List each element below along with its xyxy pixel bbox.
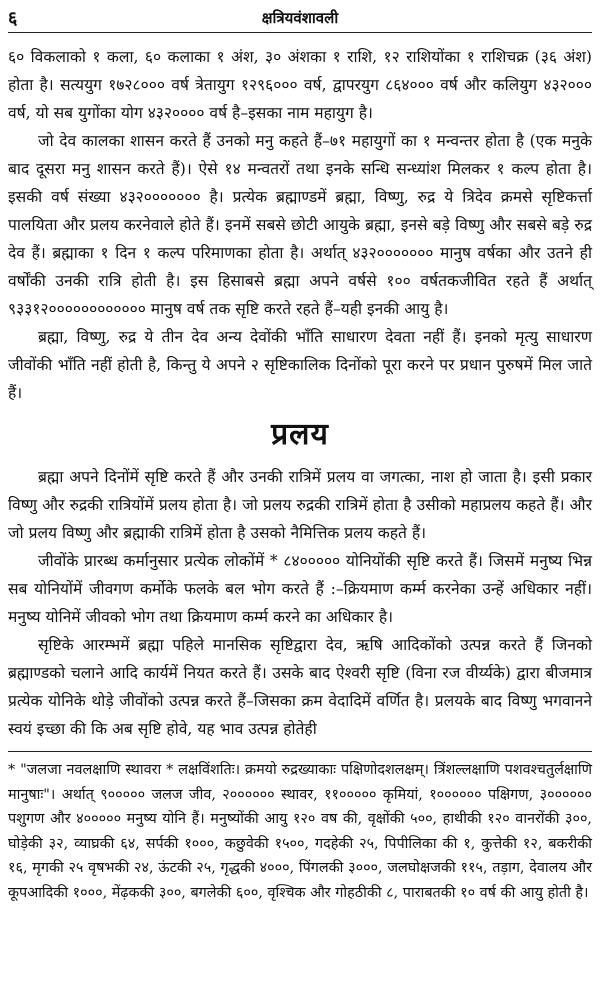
body-text	[8, 43, 592, 743]
book-title: क्षत्रियवंशावली	[261, 9, 339, 27]
paragraph-time-units: ६० विकलाको १ कला, ६० कलाका १ अंश, ३० अंशका १ राशि, १२ राशियोंका १ राशिचक्र (३६ अंश) होता है। सत्ययुग १७२८००० वर्ष त्रेतायुग १२९६००० वर्ष, द्वापरयुग ८६४००० वर्ष और कलियुग ४३२००० वर्ष, यो सब युगोंका योग ४३२०००० वर्ष है–इसका नाम महायुग है।	[8, 48, 592, 122]
page-number: ६	[8, 8, 18, 29]
section-heading-pralaya: प्रलय	[271, 417, 329, 452]
paragraph-yonis: जीवोंके प्रारब्ध कर्मानुसार प्रत्येक लोकोंमें * ८४००००० योनियोंकी सृष्टि करते हैं। जिसमें मनुष्य भिन्न सब योनियोंमें जीवगण कर्मोके फलके बल भोग करते हैं :–क्रियमाण कर्म्म करनेका उन्हें अधिकार नहीं। मनुष्य योनिमें जीवको भोग तथा क्रियमाण कर्म्म करने का अधिकार है।	[8, 552, 592, 626]
paragraph-creation: सृष्टिके आरम्भमें ब्रह्मा पहिले मानसिक सृष्टिद्वारा देव, ऋषि आदिकोंको उत्पन्न करते हैं जिनको ब्रह्माण्डको चलाने आदि कार्यमें नियत करते हैं। उसके बाद ऐश्वरी सृष्टि (विना रज वीर्य्यके) द्वारा बीजमात्र प्रत्येक योनिके थोड़े जीवोंको उत्पन्न करते हैं–जिसका क्रम वेदादिमें वर्णित है। प्रलयके बाद विष्णु भगवानने स्वयं इच्छा की कि अब सृष्टि होवे, यह भाव उत्पन्न होतेही	[8, 636, 592, 738]
paragraph-pralaya-types: ब्रह्मा अपने दिनोंमें सृष्टि करते हैं और उनकी रात्रिमें प्रलय वा जगत्का, नाश हो जाता है। इसी प्रकार विष्णु और रुद्रकी रात्रियोंमें प्रलय होता है। जो प्रलय रुद्रकी रात्रिमें होता है उसीको महाप्रलय कहते हैं। और जो प्रलय विष्णु और ब्रह्माकी रात्रिमें होता है उसको नैमित्तिक प्रलय कहते हैं।	[8, 468, 592, 542]
paragraph-trinity: ब्रह्मा, विष्णु, रुद्र ये तीन देव अन्य देवोंकी भाँति साधारण देवता नहीं हैं। इनको मृत्यु साधारण जीवोंकी भाँति नहीं होती है, किन्तु ये अपने २ सृष्टिकालिक दिनोंको पूरा करने पर प्रधान पुरुषमें मिल जाते हैं।	[8, 328, 592, 402]
footnote-text: * "जलजा नवलक्षाणि स्थावरा * लक्षविंशतिः। क्रमयो रुद्रख्याकाः पक्षिणोदशलक्षम्। त्रिंशल्लक्षाणि पशवश्चतुर्लक्षाणि मानुषाः"। अर्थात् ९००००० जलज जीव, २०००००० स्थावर, ११००००० कृमियां, १०००००० पक्षिगण, ३०००००० पशुगण और ४००००० मनुष्य योनि हैं। मनुष्योंकी आयु १२० वष की, वृक्षोंकी ५००, हाथीकी १२० वानरोंकी ३००, घोड़ेकी ३२, व्याघ्रकी ६४, सर्पकी १०००, कछुवेकी १५००, गदहेकी २५, पिपीलिका की १, कुत्तेकी १२, बकरीकी १६, मृगकी २५ वृषभकी २४, ऊंटकी २५, गृद्धकी ४०००, पिंगलकी ३०००, जलघोक्षजकी ११५, तड़ाग, देवालय और कूपआदिकी १०००, मेंढ़ककी ३००, बगलेकी ६००, वृश्चिक और गोहठीकी ८, पाराबतकी १० वर्ष की आयु होती है।	[8, 762, 592, 901]
footnote	[8, 758, 592, 905]
paragraph-manu-kalpa: जो देव कालका शासन करते हैं उनको मनु कहते हैं–७१ महायुगों का १ मन्वन्तर होता है (एक मनुके बाद दूसरा मनु शासन करते हैं)। ऐसे १४ मन्वतरों तथा इनके सन्धि सन्ध्यांश मिलकर १ कल्प होता है। इसकी वर्ष संख्या ४३२००००००० है। प्रत्येक ब्रह्माण्डमें ब्रह्मा, विष्णु, रुद्र ये त्रिदेव क्रमसे सृष्टिकर्त्ता पालयिता और प्रलय करनेवाले होते हैं। इनमें सबसे छोटी आयुके ब्रह्मा, इनसे बड़े विष्णु और सबसे बड़े रुद्र देव हैं। ब्रह्माका १ दिन १ कल्प परिमाणका होता है। अर्थात् ४३२००००००० मानुष वर्षका और उतने ही वर्षोंकी उनकी रात्रि होती है। इस हिसाबसे ब्रह्मा अपने वर्षसे १०० वर्षतकजीवित रहते हैं अर्थात् ९३३१२०००००००००००० मानुष वर्ष तक सृष्टि करते रहते हैं–यही इनकी आयु है।	[8, 132, 592, 318]
running-head	[8, 6, 592, 33]
footnote-divider	[8, 751, 592, 752]
